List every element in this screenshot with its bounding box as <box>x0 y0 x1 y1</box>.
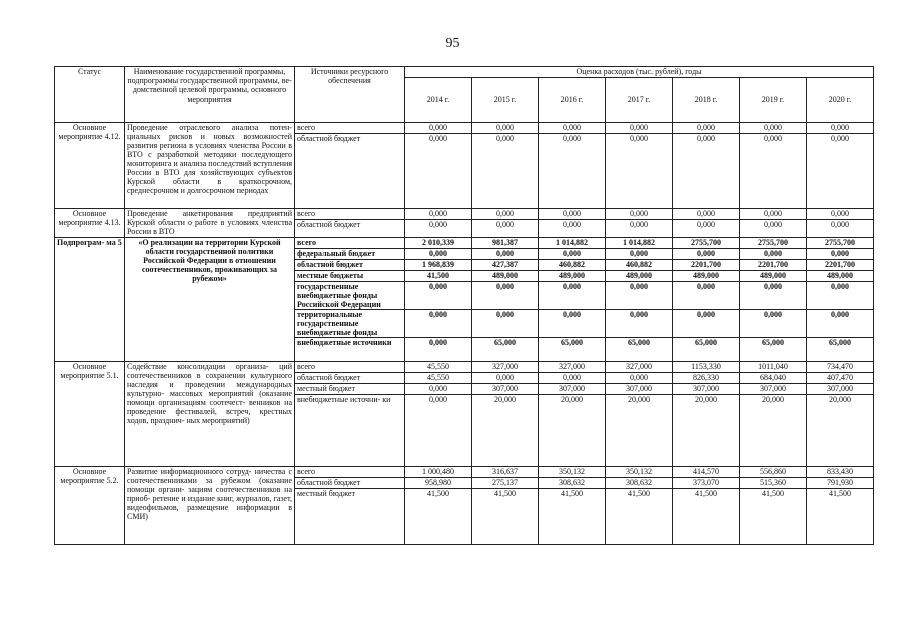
value-cell: 41,500 <box>606 489 673 545</box>
value-cell: 981,387 <box>472 238 539 249</box>
budget-table <box>54 66 874 545</box>
header-name: Наименование государственной программы, подпрограммы государственной программы, ве- домственной целевой программы, основного мероприятия <box>125 67 295 123</box>
value-cell: 327,000 <box>606 362 673 373</box>
year-header: 2016 г. <box>539 78 606 123</box>
source-cell: областной бюджет <box>295 220 405 238</box>
value-cell: 0,000 <box>740 282 807 310</box>
value-cell: 2201,700 <box>740 260 807 271</box>
value-cell: 0,000 <box>673 134 740 209</box>
value-cell: 0,000 <box>673 249 740 260</box>
value-cell: 2755,700 <box>673 238 740 249</box>
value-cell: 65,000 <box>472 338 539 362</box>
value-cell: 0,000 <box>472 220 539 238</box>
year-header: 2014 г. <box>405 78 472 123</box>
value-cell: 65,000 <box>673 338 740 362</box>
value-cell: 0,000 <box>673 209 740 220</box>
value-cell: 0,000 <box>807 282 874 310</box>
table-row <box>55 362 874 373</box>
value-cell: 0,000 <box>472 134 539 209</box>
source-cell: всего <box>295 362 405 373</box>
value-cell: 0,000 <box>405 134 472 209</box>
value-cell: 684,040 <box>740 373 807 384</box>
header-status: Статус <box>55 67 125 123</box>
value-cell: 0,000 <box>606 220 673 238</box>
source-cell: всего <box>295 123 405 134</box>
value-cell: 0,000 <box>606 373 673 384</box>
value-cell: 0,000 <box>405 384 472 395</box>
value-cell: 65,000 <box>606 338 673 362</box>
program-name-cell: Проведение анкетирования предприятий Курской области о работе в условиях членства России в ВТО <box>125 209 295 238</box>
status-cell: Основное мероприятие 4.12. <box>55 123 125 209</box>
page-number: 95 <box>445 36 460 51</box>
value-cell: 0,000 <box>807 249 874 260</box>
source-cell: внебюджетные источни- ки <box>295 395 405 467</box>
status-cell: Основное мероприятие 4.13. <box>55 209 125 238</box>
value-cell: 0,000 <box>606 310 673 338</box>
value-cell: 327,000 <box>539 362 606 373</box>
value-cell: 0,000 <box>673 282 740 310</box>
value-cell: 41,500 <box>405 489 472 545</box>
value-cell: 0,000 <box>807 123 874 134</box>
value-cell: 373,070 <box>673 478 740 489</box>
value-cell: 0,000 <box>405 282 472 310</box>
value-cell: 0,000 <box>606 134 673 209</box>
value-cell: 65,000 <box>740 338 807 362</box>
value-cell: 41,500 <box>405 271 472 282</box>
value-cell: 20,000 <box>807 395 874 467</box>
value-cell: 556,860 <box>740 467 807 478</box>
status-cell: Подпрограм- ма 5 <box>55 238 125 362</box>
value-cell: 1011,040 <box>740 362 807 373</box>
value-cell: 308,632 <box>606 478 673 489</box>
value-cell: 45,550 <box>405 373 472 384</box>
value-cell: 350,132 <box>539 467 606 478</box>
source-cell: областной бюджет <box>295 373 405 384</box>
program-name-cell: «О реализации на территории Курской области государственной политики Российской Федерации в отношении соотечественников, проживающих за рубежом» <box>125 238 295 362</box>
value-cell: 0,000 <box>539 249 606 260</box>
header-sources: Источники ресурсного обеспечения <box>295 67 405 123</box>
value-cell: 0,000 <box>740 134 807 209</box>
value-cell: 0,000 <box>539 134 606 209</box>
value-cell: 41,500 <box>472 489 539 545</box>
year-header: 2019 г. <box>740 78 807 123</box>
source-cell: областной бюджет <box>295 478 405 489</box>
value-cell: 20,000 <box>539 395 606 467</box>
value-cell: 2201,700 <box>673 260 740 271</box>
table-row <box>55 123 874 134</box>
value-cell: 41,500 <box>539 489 606 545</box>
year-header: 2017 г. <box>606 78 673 123</box>
value-cell: 0,000 <box>807 209 874 220</box>
source-cell: всего <box>295 209 405 220</box>
value-cell: 0,000 <box>606 249 673 260</box>
value-cell: 0,000 <box>405 123 472 134</box>
value-cell: 307,000 <box>472 384 539 395</box>
value-cell: 0,000 <box>405 338 472 362</box>
source-cell: всего <box>295 238 405 249</box>
value-cell: 489,000 <box>539 271 606 282</box>
value-cell: 489,000 <box>472 271 539 282</box>
value-cell: 0,000 <box>807 220 874 238</box>
value-cell: 20,000 <box>472 395 539 467</box>
value-cell: 0,000 <box>405 220 472 238</box>
value-cell: 791,930 <box>807 478 874 489</box>
value-cell: 0,000 <box>740 249 807 260</box>
value-cell: 316,637 <box>472 467 539 478</box>
value-cell: 460,882 <box>606 260 673 271</box>
year-header: 2015 г. <box>472 78 539 123</box>
value-cell: 327,000 <box>472 362 539 373</box>
source-cell: всего <box>295 467 405 478</box>
source-cell: государственные внебюджетные фонды Российской Федерации <box>295 282 405 310</box>
source-cell: областной бюджет <box>295 134 405 209</box>
table-row <box>55 467 874 478</box>
value-cell: 0,000 <box>539 310 606 338</box>
value-cell: 41,500 <box>673 489 740 545</box>
program-name-cell: Содействие консолидации организа- ций соотечественников в сохранении культурного наследия и проведении международных культурно- массовых мероприятий (оказание помощи организациям соотечест- венников на проведение фестивалей, встреч, крестных ходов, празднич- ных мероприятий) <box>125 362 295 467</box>
value-cell: 407,470 <box>807 373 874 384</box>
value-cell: 489,000 <box>807 271 874 282</box>
value-cell: 1153,330 <box>673 362 740 373</box>
value-cell: 460,882 <box>539 260 606 271</box>
value-cell: 0,000 <box>472 310 539 338</box>
value-cell: 0,000 <box>807 134 874 209</box>
table-row <box>55 209 874 220</box>
value-cell: 0,000 <box>606 209 673 220</box>
value-cell: 0,000 <box>740 123 807 134</box>
value-cell: 0,000 <box>673 220 740 238</box>
value-cell: 308,632 <box>539 478 606 489</box>
value-cell: 414,570 <box>673 467 740 478</box>
value-cell: 350,132 <box>606 467 673 478</box>
value-cell: 1 014,882 <box>539 238 606 249</box>
value-cell: 826,330 <box>673 373 740 384</box>
value-cell: 20,000 <box>673 395 740 467</box>
value-cell: 0,000 <box>472 282 539 310</box>
value-cell: 0,000 <box>472 249 539 260</box>
source-cell: местный бюджет <box>295 489 405 545</box>
value-cell: 0,000 <box>405 249 472 260</box>
value-cell: 2201,700 <box>807 260 874 271</box>
value-cell: 489,000 <box>673 271 740 282</box>
status-cell: Основное мероприятие 5.2. <box>55 467 125 545</box>
value-cell: 0,000 <box>606 282 673 310</box>
value-cell: 515,360 <box>740 478 807 489</box>
header-estimate: Оценка расходов (тыс. рублей), годы <box>405 67 874 78</box>
value-cell: 1 000,480 <box>405 467 472 478</box>
value-cell: 1 968,839 <box>405 260 472 271</box>
value-cell: 20,000 <box>606 395 673 467</box>
value-cell: 2755,700 <box>807 238 874 249</box>
source-cell: местный бюджет <box>295 384 405 395</box>
value-cell: 307,000 <box>606 384 673 395</box>
year-header: 2020 г. <box>807 78 874 123</box>
value-cell: 0,000 <box>807 310 874 338</box>
value-cell: 65,000 <box>807 338 874 362</box>
value-cell: 0,000 <box>606 123 673 134</box>
value-cell: 0,000 <box>539 373 606 384</box>
source-cell: областной бюджет <box>295 260 405 271</box>
value-cell: 0,000 <box>539 123 606 134</box>
value-cell: 0,000 <box>539 282 606 310</box>
status-cell: Основное мероприятие 5.1. <box>55 362 125 467</box>
table-row <box>55 238 874 249</box>
value-cell: 307,000 <box>539 384 606 395</box>
value-cell: 20,000 <box>740 395 807 467</box>
value-cell: 833,430 <box>807 467 874 478</box>
value-cell: 0,000 <box>405 209 472 220</box>
value-cell: 0,000 <box>673 310 740 338</box>
program-name-cell: Проведение отраслевого анализа потен- циальных рисков и новых возможностей развития региона в условиях членства России в ВТО с разработкой методики последующего мониторинга и анализа последствий вступления России в ВТО для хозяйствующих субъектов Курской области в краткосрочном, среднесрочном и долгосрочном периодах <box>125 123 295 209</box>
value-cell: 0,000 <box>539 220 606 238</box>
source-cell: федеральный бюджет <box>295 249 405 260</box>
source-cell: территориальные государственные внебюджетные фонды <box>295 310 405 338</box>
source-cell: местные бюджеты <box>295 271 405 282</box>
value-cell: 0,000 <box>740 220 807 238</box>
value-cell: 0,000 <box>405 310 472 338</box>
value-cell: 0,000 <box>472 209 539 220</box>
value-cell: 2755,700 <box>740 238 807 249</box>
value-cell: 0,000 <box>673 123 740 134</box>
value-cell: 489,000 <box>606 271 673 282</box>
value-cell: 958,980 <box>405 478 472 489</box>
value-cell: 65,000 <box>539 338 606 362</box>
value-cell: 0,000 <box>539 209 606 220</box>
value-cell: 275,137 <box>472 478 539 489</box>
program-name-cell: Развитие информационного сотруд- ничества с соотечественниками за рубежом (оказание помощи органи- зациям соотечественников на приоб- ретение и издание книг, журналов, газет, видеофильмов, размещение информации в СМИ) <box>125 467 295 545</box>
value-cell: 0,000 <box>472 373 539 384</box>
source-cell: внебюджетные источники <box>295 338 405 362</box>
value-cell: 734,470 <box>807 362 874 373</box>
table-body <box>55 123 874 545</box>
value-cell: 0,000 <box>405 395 472 467</box>
value-cell: 307,000 <box>807 384 874 395</box>
value-cell: 427,387 <box>472 260 539 271</box>
value-cell: 0,000 <box>740 209 807 220</box>
value-cell: 41,500 <box>807 489 874 545</box>
value-cell: 0,000 <box>472 123 539 134</box>
value-cell: 1 014,882 <box>606 238 673 249</box>
value-cell: 0,000 <box>740 310 807 338</box>
year-header: 2018 г. <box>673 78 740 123</box>
value-cell: 2 010,339 <box>405 238 472 249</box>
value-cell: 307,000 <box>673 384 740 395</box>
value-cell: 489,000 <box>740 271 807 282</box>
value-cell: 307,000 <box>740 384 807 395</box>
value-cell: 45,550 <box>405 362 472 373</box>
value-cell: 41,500 <box>740 489 807 545</box>
